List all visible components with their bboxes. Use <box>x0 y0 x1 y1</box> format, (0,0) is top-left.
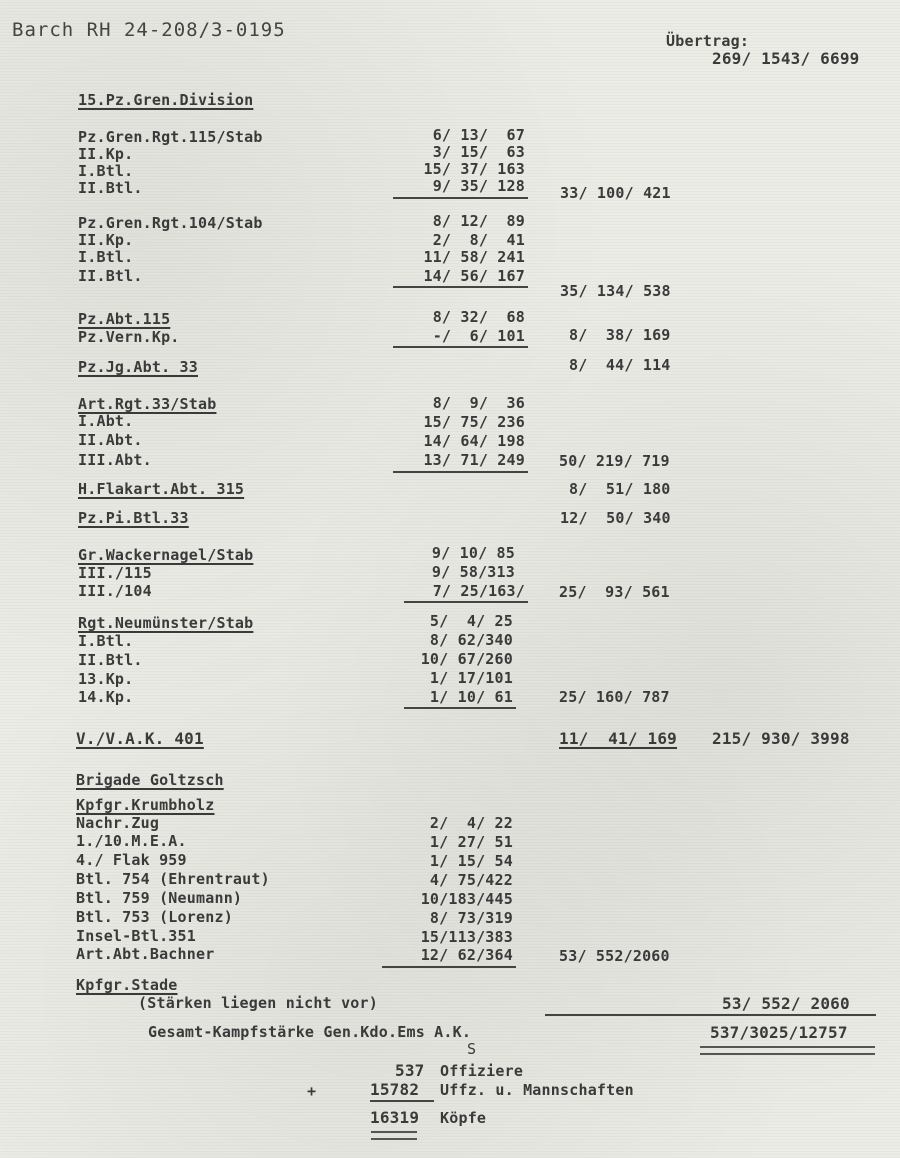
summary-text: Uffz. u. Mannschaften <box>440 1081 634 1099</box>
sum-line <box>393 471 528 473</box>
unit-label: Art.Abt.Bachner <box>76 945 215 963</box>
unit-label: II.Abt. <box>78 431 143 449</box>
unit-label: Insel-Btl.351 <box>76 927 196 945</box>
brigade-subtotal: 53/ 552/2060 <box>559 947 670 965</box>
unit-label: III./104 <box>78 582 152 600</box>
unit-value: 12/ 62/364 <box>420 946 513 964</box>
unit-label: II.Kp. <box>78 231 134 249</box>
unit-value: 14/ 64/ 198 <box>423 432 525 450</box>
group-total: 8/ 44/ 114 <box>569 356 671 374</box>
double-underline <box>700 1046 875 1055</box>
unit-value: 8/ 32/ 68 <box>432 308 525 326</box>
sum-line <box>393 286 528 288</box>
unit-label: II.Btl. <box>78 179 143 197</box>
unit-value: 14/ 56/ 167 <box>423 267 525 285</box>
unit-value: 3/ 15/ 63 <box>432 143 525 161</box>
summary-number: 537 <box>395 1061 425 1080</box>
unit-value: 6/ 13/ 67 <box>432 126 525 144</box>
group-total: 35/ 134/ 538 <box>560 282 671 300</box>
unit-label: Nachr.Zug <box>76 814 160 832</box>
unit-label: Btl. 754 (Ehrentraut) <box>76 870 270 888</box>
group-total: 8/ 51/ 180 <box>569 480 671 498</box>
summary-text: Köpfe <box>440 1109 487 1127</box>
unit-value: 4/ 75/422 <box>429 871 513 889</box>
unit-label: II.Btl. <box>78 651 143 669</box>
summary-number: 16319 <box>370 1108 420 1127</box>
brigade-total: 53/ 552/ 2060 <box>722 994 850 1013</box>
sum-mark: S <box>467 1040 477 1058</box>
sum-line <box>393 346 528 348</box>
unit-label: V./V.A.K. 401 <box>76 729 204 748</box>
unit-value: 1/ 10/ 61 <box>429 688 513 706</box>
unit-value: 8/ 9/ 36 <box>432 394 525 412</box>
unit-label: I.Abt. <box>78 412 134 430</box>
group-total: 8/ 38/ 169 <box>569 326 671 344</box>
summary-number: 15782 <box>370 1080 420 1099</box>
group-total: 25/ 160/ 787 <box>559 688 670 706</box>
unit-label: Gr.Wackernagel/Stab <box>78 546 254 564</box>
unit-label: Btl. 759 (Neumann) <box>76 889 243 907</box>
group-total: 50/ 219/ 719 <box>559 452 670 470</box>
stade-label: Kpfgr.Stade <box>76 976 178 994</box>
summary-plus: + <box>307 1082 317 1100</box>
unit-value: 5/ 4/ 25 <box>429 612 513 630</box>
unit-value: 1/ 17/101 <box>429 669 513 687</box>
unit-value: 9/ 10/ 85 <box>431 544 515 562</box>
unit-value: 11/ 58/ 241 <box>423 248 525 266</box>
unit-label: Pz.Vern.Kp. <box>78 328 180 346</box>
unit-value: 2/ 8/ 41 <box>432 231 525 249</box>
unit-value: 8/ 73/319 <box>429 909 513 927</box>
unit-label: Pz.Jg.Abt. 33 <box>78 358 198 376</box>
unit-value: 8/ 12/ 89 <box>432 212 525 230</box>
unit-value: 9/ 58/313 <box>431 563 515 581</box>
unit-label: Art.Rgt.33/Stab <box>78 395 217 413</box>
archive-reference: Barch RH 24-208/3-0195 <box>12 19 286 41</box>
sum-line <box>370 1100 434 1102</box>
division-total: 215/ 930/ 3998 <box>712 729 850 748</box>
unit-label: II.Btl. <box>78 267 143 285</box>
unit-label: 13.Kp. <box>78 670 134 688</box>
unit-value: 1/ 27/ 51 <box>429 833 513 851</box>
grand-total-value: 537/3025/12757 <box>710 1023 848 1042</box>
division-title: 15.Pz.Gren.Division <box>78 91 254 109</box>
summary-text: Offiziere <box>440 1062 524 1080</box>
unit-value: 13/ 71/ 249 <box>423 451 525 469</box>
carry-over-value: 269/ 1543/ 6699 <box>712 49 860 68</box>
double-underline <box>371 1131 417 1140</box>
unit-label: Pz.Pi.Btl.33 <box>78 509 189 527</box>
unit-label: H.Flakart.Abt. 315 <box>78 480 245 498</box>
unit-value: 15/ 37/ 163 <box>423 160 525 178</box>
unit-value: 7/ 25/163/ <box>432 582 525 600</box>
sum-line <box>404 707 516 709</box>
group-total: 12/ 50/ 340 <box>560 509 671 527</box>
unit-label: Btl. 753 (Lorenz) <box>76 908 233 926</box>
unit-label: 4./ Flak 959 <box>76 851 187 869</box>
unit-label: Pz.Gren.Rgt.104/Stab <box>78 214 263 232</box>
unit-label: III./115 <box>78 564 152 582</box>
unit-label: 14.Kp. <box>78 688 134 706</box>
unit-label: I.Btl. <box>78 162 134 180</box>
group-total: 33/ 100/ 421 <box>560 184 671 202</box>
unit-value: -/ 6/ 101 <box>432 327 525 345</box>
unit-value: 10/183/445 <box>420 890 513 908</box>
carry-over-label: Übertrag: <box>666 32 750 50</box>
stade-note: (Stärken liegen nicht vor) <box>138 994 378 1012</box>
sum-line <box>382 966 516 968</box>
unit-label: Pz.Gren.Rgt.115/Stab <box>78 128 263 146</box>
subgroup-title: Kpfgr.Krumbholz <box>76 796 215 814</box>
brigade-title: Brigade Goltzsch <box>76 771 224 789</box>
group-total: 25/ 93/ 561 <box>559 583 670 601</box>
unit-value: 8/ 62/340 <box>429 631 513 649</box>
grand-total-label: Gesamt-Kampfstärke Gen.Kdo.Ems A.K. <box>148 1023 472 1041</box>
group-total: 11/ 41/ 169 <box>559 729 677 748</box>
unit-value: 10/ 67/260 <box>420 650 513 668</box>
unit-value: 1/ 15/ 54 <box>429 852 513 870</box>
unit-value: 9/ 35/ 128 <box>432 177 525 195</box>
unit-label: III.Abt. <box>78 451 152 469</box>
unit-label: 1./10.M.E.A. <box>76 832 187 850</box>
unit-value: 2/ 4/ 22 <box>429 814 513 832</box>
unit-label: Pz.Abt.115 <box>78 310 171 328</box>
unit-value: 15/113/383 <box>420 928 513 946</box>
unit-label: Rgt.Neumünster/Stab <box>78 614 254 632</box>
unit-label: II.Kp. <box>78 145 134 163</box>
sum-line <box>404 601 528 603</box>
unit-value: 15/ 75/ 236 <box>423 413 525 431</box>
unit-label: I.Btl. <box>78 248 134 266</box>
unit-label: I.Btl. <box>78 632 134 650</box>
sum-line <box>545 1014 876 1016</box>
sum-line <box>393 197 528 199</box>
